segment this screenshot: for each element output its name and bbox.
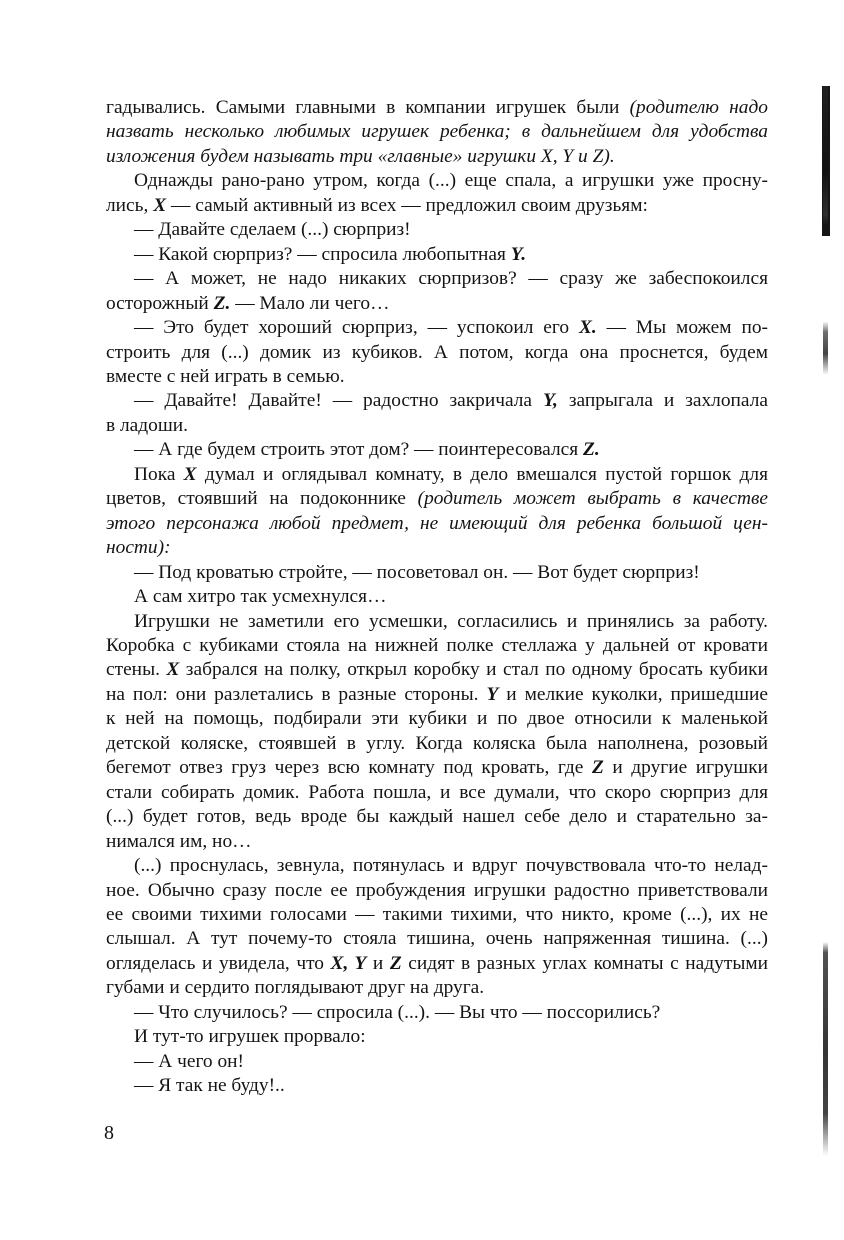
text-line (106, 169, 768, 193)
text-line (106, 512, 768, 536)
variable-letter: X (153, 194, 167, 216)
text-run: — А где будем строить этот дом? — поинтересовался (134, 439, 584, 461)
text-run: И тут-то игрушек прорвало: (134, 1026, 366, 1048)
text-line (106, 1050, 768, 1074)
text-line (106, 267, 768, 291)
text-line (106, 1025, 768, 1049)
text-run: лись, (106, 194, 154, 216)
text-run: Игрушки не заметили его усмешки, согласились и принялись за работу. (134, 610, 768, 632)
italic-note: ности): (106, 537, 171, 559)
text-run: детской коляске, стоявшей в углу. Когда коляска была наполнена, розовый (106, 732, 768, 754)
text-line (106, 683, 768, 707)
text-run: — А чего он! (134, 1050, 244, 1072)
text-run: ее своими тихими голосами — такими тихими, что никто, кроме (...), их не (106, 903, 768, 925)
text-run: (...) проснулась, зевнула, потянулась и вдруг почувствовала что-то нелад- (134, 855, 768, 877)
text-run: огляделась и увидела, что (106, 952, 331, 974)
text-line (106, 561, 768, 585)
text-line (106, 414, 768, 438)
text-run: забрался на полку, открыл коробку и стал по одному бросать кубики (179, 659, 768, 681)
page-text (106, 96, 768, 1099)
text-line (106, 756, 768, 780)
text-line (106, 976, 768, 1000)
text-line (106, 903, 768, 927)
text-run: запрыгала и захлопала (557, 390, 768, 412)
text-line (106, 120, 768, 144)
text-line (106, 145, 768, 169)
text-line (106, 952, 768, 976)
text-line (106, 438, 768, 462)
text-run: — Какой сюрприз? — спросила любопытная (134, 243, 511, 265)
text-run: и мелкие куколки, пришедшие (498, 683, 768, 705)
text-run: — Мы можем по- (596, 317, 768, 339)
variable-letter: Z. (213, 292, 231, 314)
text-line (106, 732, 768, 756)
variable-letter: X, Y (330, 952, 367, 974)
text-run: и другие игрушки (603, 757, 768, 779)
text-run: строить для (...) домик из кубиков. А потом, когда она проснется, будем (106, 341, 768, 363)
variable-letter: Y (486, 683, 499, 705)
text-run: стены. (106, 659, 167, 681)
text-run: — Это будет хороший сюрприз, — успокоил его (134, 317, 579, 339)
text-run: (...) будет готов, ведь вроде бы каждый нашел себе дело и старательно за- (106, 806, 768, 828)
text-run: цветов, стоявший на подоконнике (106, 488, 418, 510)
text-line (106, 218, 768, 242)
variable-letter: Z (591, 757, 604, 779)
text-run: слышал. А тут почему-то стояла тишина, очень напряженная тишина. (...) (106, 928, 768, 950)
text-line (106, 658, 768, 682)
text-run: гадывались. Самыми главными в компании игрушек были (106, 97, 630, 118)
italic-note: (родитель может выбрать в качестве (417, 488, 768, 510)
text-run: — Давайте сделаем (...) сюрприз! (134, 219, 411, 241)
text-line (106, 292, 768, 316)
text-run: губами и сердито поглядывают друг на друга. (106, 977, 485, 999)
text-run: к ней на помощь, подбирали эти кубики и по двое относили к маленькой (106, 708, 768, 730)
text-run: — Мало ли чего… (230, 292, 390, 314)
text-run: на пол: они разлетались в разные стороны. (106, 683, 487, 705)
text-line (106, 316, 768, 340)
text-line (106, 707, 768, 731)
variable-letter: Z (389, 952, 402, 974)
variable-letter: Y, (542, 390, 558, 412)
text-line (106, 96, 768, 120)
text-run: — А может, не надо никаких сюрпризов? — сразу же забеспокоился (134, 268, 768, 290)
variable-letter: Y. (510, 243, 527, 265)
text-run: бегемот отвез груз через всю комнату под кровать, где (106, 757, 592, 779)
italic-note: изложения будем называть три «главные» игрушки X, Y и Z). (106, 145, 615, 167)
text-run: Однажды рано-рано утром, когда (...) еще спала, а игрушки уже просну- (134, 170, 768, 192)
text-run: Пока (134, 463, 184, 485)
text-run: вместе с ней играть в семью. (106, 365, 345, 387)
page-number: 8 (104, 1122, 114, 1144)
text-line (106, 365, 768, 389)
text-run: нимался им, но… (106, 830, 252, 852)
text-line (106, 634, 768, 658)
variable-letter: X (183, 463, 197, 485)
text-line (106, 854, 768, 878)
text-run: — Я так не буду!.. (134, 1075, 285, 1097)
text-run: и (366, 952, 390, 974)
italic-note: (родителю надо (629, 97, 768, 118)
text-run: думал и оглядывал комнату, в дело вмешался пустой горшок для (196, 463, 768, 485)
italic-note: этого персонажа любой предмет, не имеющий для ребенка большой цен- (106, 512, 768, 534)
text-run: ное. Обычно сразу после ее пробуждения игрушки радостно приветствовали (106, 879, 768, 901)
text-line (106, 805, 768, 829)
variable-letter: Z. (583, 439, 600, 461)
text-line (106, 536, 768, 560)
text-run: — Под кроватью стройте, — посоветовал он. — Вот будет сюрприз! (134, 561, 700, 583)
text-line (106, 194, 768, 218)
text-run: Коробка с кубиками стояла на нижней полке стеллажа у дальней от кровати (106, 634, 768, 656)
scan-binding-shadow (823, 86, 828, 1156)
text-run: в ладоши. (106, 414, 189, 436)
text-line (106, 341, 768, 365)
text-line (106, 389, 768, 413)
text-line (106, 463, 768, 487)
text-line (106, 1001, 768, 1025)
text-run: — Давайте! Давайте! — радостно закричала (134, 390, 543, 412)
text-line (106, 610, 768, 634)
text-run: осторожный (106, 292, 214, 314)
text-line (106, 487, 768, 511)
text-run: сидят в разных углах комнаты с надутыми (401, 952, 768, 974)
italic-note: назвать несколько любимых игрушек ребенка; в дальнейшем для удобства (106, 121, 768, 143)
text-line (106, 927, 768, 951)
text-line (106, 585, 768, 609)
text-line (106, 781, 768, 805)
text-run: А сам хитро так усмехнулся… (134, 586, 387, 608)
text-line (106, 879, 768, 903)
text-run: стали собирать домик. Работа пошла, и все думали, что скоро сюрприз для (106, 781, 768, 803)
variable-letter: X (166, 659, 180, 681)
text-run: — самый активный из всех — предложил своим друзьям: (166, 194, 648, 216)
text-line (106, 830, 768, 854)
text-line (106, 1074, 768, 1098)
text-run: — Что случилось? — спросила (...). — Вы что — поссорились? (134, 1001, 661, 1023)
text-line (106, 243, 768, 267)
variable-letter: X. (578, 317, 597, 339)
